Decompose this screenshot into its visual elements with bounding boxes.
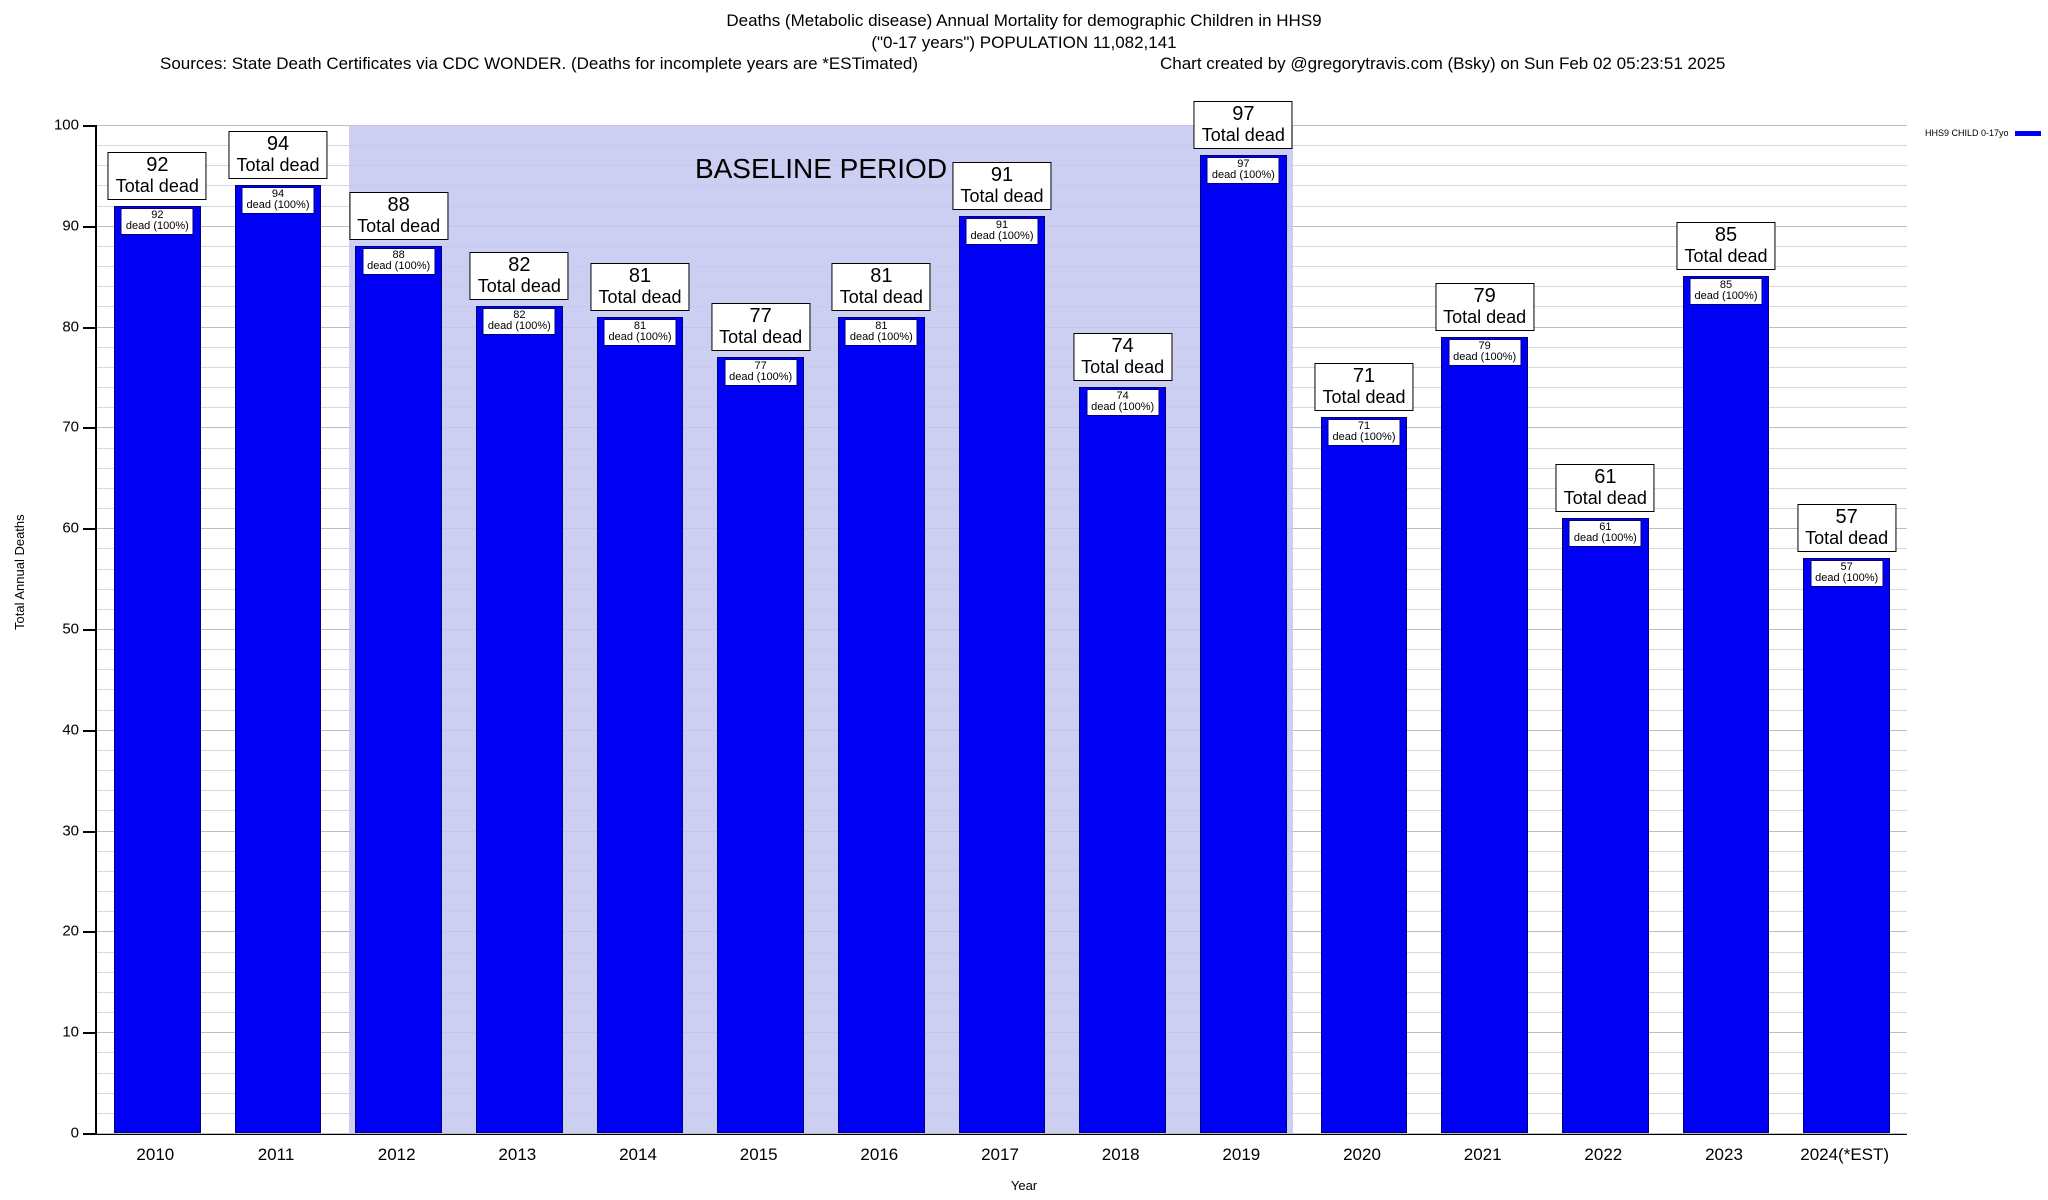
bar-inner-label-2014 (604, 319, 677, 346)
x-axis-tick-label-2021: 2021 (1463, 1145, 1502, 1164)
bar-2020[interactable] (1321, 417, 1408, 1133)
chart-subtitle-line (0, 54, 2048, 114)
y-axis-tick-label: 10 (62, 1023, 79, 1041)
bar-inner-label-2020 (1328, 419, 1401, 446)
bar-inner-value: 81 (875, 319, 888, 332)
x-axis-tick-label-2015: 2015 (739, 1145, 778, 1164)
bar-inner-label-2016 (845, 319, 918, 346)
bar-2013[interactable] (476, 306, 563, 1133)
bar-total-label-2019 (1194, 101, 1293, 149)
bar-inner-value: 74 (1116, 390, 1129, 403)
bar-inner-value: 79 (1478, 339, 1491, 352)
chart-plot-inner (97, 103, 1907, 1133)
bar-inner-label-2017 (966, 218, 1039, 245)
y-axis-tick-label: 60 (62, 519, 79, 537)
chart-plot-area (53, 103, 1907, 1142)
bar-inner-value: 71 (1357, 420, 1371, 433)
bar-total-label-2015 (711, 303, 810, 351)
bar-inner-label-2015 (724, 359, 797, 386)
bar-total-caption: Total dead (1684, 246, 1768, 267)
bar-total-caption: Total dead (960, 185, 1044, 206)
x-axis-tick-label-2018: 2018 (1101, 1145, 1140, 1164)
y-axis-tick-label: 70 (62, 418, 79, 436)
bar-total-caption: Total dead (1322, 387, 1406, 408)
bar-2014[interactable] (597, 317, 684, 1133)
bar-2012[interactable] (355, 246, 442, 1133)
bar-2021[interactable] (1441, 337, 1528, 1133)
bar-total-label-2020 (1314, 363, 1413, 411)
bar-inner-label-2022 (1569, 520, 1642, 547)
bar-inner-caption: dead (100%) (970, 229, 1034, 242)
bar-total-caption: Total dead (598, 286, 682, 307)
chart-title-block (0, 10, 2048, 54)
legend-label: HHS9 CHILD 0-17yo (1925, 128, 2009, 138)
bar-total-label-2021 (1435, 283, 1534, 331)
bar-inner-label-2018 (1086, 389, 1159, 416)
bar-inner-label-2023 (1690, 278, 1763, 305)
y-axis-tick (83, 629, 95, 631)
y-axis-tick-label: 40 (62, 721, 79, 739)
bar-total-value: 88 (387, 193, 410, 216)
bar-total-value: 74 (1111, 335, 1134, 358)
bar-inner-value: 61 (1599, 521, 1612, 534)
bar-total-caption: Total dead (839, 286, 923, 307)
bar-inner-caption: dead (100%) (487, 320, 551, 333)
x-axis-tick-label-2010: 2010 (136, 1145, 175, 1164)
x-axis-tick-label-2014: 2014 (619, 1145, 657, 1164)
bar-inner-value: 97 (1237, 158, 1250, 171)
bar-total-caption: Total dead (1805, 528, 1889, 549)
bar-2011[interactable] (235, 185, 322, 1133)
x-axis-tick-label-2012: 2012 (377, 1145, 416, 1164)
bar-inner-caption: dead (100%) (1573, 532, 1637, 545)
bar-2016[interactable] (838, 317, 925, 1133)
bar-total-value: 85 (1714, 224, 1738, 247)
y-axis-tick-label: 50 (62, 620, 79, 638)
bar-inner-label-2021 (1448, 339, 1521, 366)
sources-text: Sources: State Death Certificates via CDC WONDER. (Deaths for incomplete years are *ESTimated) (160, 54, 919, 73)
bar-total-value: 61 (1594, 466, 1617, 489)
y-axis-tick-label: 20 (62, 922, 79, 940)
x-axis-tick-label-2013: 2013 (498, 1145, 537, 1164)
y-axis-tick-label: 100 (53, 116, 79, 134)
bar-inner-caption: dead (100%) (246, 199, 310, 212)
bar-inner-value: 77 (754, 359, 767, 372)
bar-inner-value: 82 (513, 309, 526, 322)
bar-total-caption: Total dead (115, 175, 199, 196)
bar-inner-caption: dead (100%) (125, 219, 189, 232)
chart-title-line-2: ("0-17 years") POPULATION 11,082,141 (871, 33, 1177, 52)
bar-total-value: 92 (146, 153, 169, 176)
bar-2023[interactable] (1683, 276, 1770, 1133)
bar-inner-caption: dead (100%) (1694, 290, 1758, 303)
bar-inner-caption: dead (100%) (729, 370, 793, 383)
baseline-period-label: BASELINE PERIOD (694, 153, 948, 184)
credit-text: Chart created by @gregorytravis.com (Bsky) on Sun Feb 02 05:23:51 2025 (1160, 54, 1726, 73)
bar-total-value: 97 (1232, 103, 1255, 126)
bar-total-label-2018 (1073, 333, 1172, 381)
bar-inner-value: 88 (392, 248, 405, 261)
y-axis-tick-label: 0 (70, 1124, 79, 1142)
bar-total-label-2024(*EST) (1797, 504, 1896, 552)
y-axis-tick (83, 226, 95, 228)
bar-total-label-2023 (1676, 222, 1775, 270)
y-axis-tick (83, 730, 95, 732)
chart-legend (1925, 128, 2041, 138)
gridline (97, 1133, 1907, 1134)
bar-total-value: 57 (1835, 506, 1858, 529)
bar-total-value: 77 (749, 304, 772, 327)
bar-inner-caption: dead (100%) (1211, 169, 1275, 182)
bar-total-label-2017 (952, 162, 1051, 210)
bar-inner-label-2010 (121, 208, 194, 235)
x-axis-tick-label-2022: 2022 (1584, 1145, 1623, 1164)
legend-color-swatch (2015, 131, 2041, 136)
bar-inner-value: 85 (1719, 279, 1733, 292)
bar-total-caption: Total dead (236, 155, 320, 176)
bar-2019[interactable] (1200, 155, 1287, 1133)
bar-inner-caption: dead (100%) (367, 259, 431, 272)
bar-total-label-2013 (470, 252, 569, 300)
x-axis-tick-label-2017: 2017 (981, 1145, 1019, 1164)
bar-total-value: 94 (266, 133, 290, 156)
bar-inner-caption: dead (100%) (1332, 431, 1396, 444)
y-axis-tick (83, 528, 95, 530)
x-axis-tick-label-2019: 2019 (1222, 1145, 1261, 1164)
chart-title-line-1: Deaths (Metabolic disease) Annual Mortality for demographic Children in HHS9 (726, 11, 1322, 30)
bar-inner-label-2011 (242, 187, 315, 214)
bar-2024(*EST)[interactable] (1803, 558, 1890, 1133)
y-axis-tick (83, 931, 95, 933)
bar-total-label-2022 (1556, 464, 1655, 512)
x-axis-label: Year (1010, 1178, 1038, 1193)
bar-total-caption: Total dead (1201, 125, 1285, 146)
y-axis-tick (83, 327, 95, 329)
bar-total-label-2014 (590, 263, 689, 311)
bar-2022[interactable] (1562, 518, 1649, 1133)
bar-inner-caption: dead (100%) (608, 330, 672, 343)
bar-total-caption: Total dead (719, 326, 803, 347)
y-axis-tick-label: 30 (62, 822, 79, 840)
bar-inner-value: 92 (151, 208, 164, 221)
bar-total-label-2012 (349, 192, 448, 240)
bar-total-value: 79 (1473, 284, 1496, 307)
x-axis-tick-label-2024(*EST): 2024(*EST) (1800, 1145, 1890, 1164)
bar-total-value: 81 (628, 264, 652, 287)
y-axis-tick (83, 1032, 95, 1034)
bar-total-label-2010 (108, 152, 207, 200)
bar-inner-caption: dead (100%) (849, 330, 913, 343)
bar-2015[interactable] (717, 357, 804, 1133)
bar-inner-label-2012 (362, 248, 435, 275)
bar-total-value: 81 (870, 264, 893, 287)
bar-inner-label-2013 (483, 308, 556, 335)
bar-total-caption: Total dead (477, 276, 561, 297)
bar-total-caption: Total dead (1081, 357, 1165, 378)
bar-total-label-2016 (832, 263, 931, 311)
y-axis-label: Total Annual Deaths (12, 514, 27, 630)
bar-total-value: 91 (990, 163, 1014, 186)
y-axis-tick (83, 1133, 95, 1135)
bar-total-value: 71 (1352, 365, 1376, 388)
y-axis-tick (83, 125, 95, 127)
x-axis-tick-label-2011: 2011 (257, 1145, 295, 1164)
y-axis-tick-label: 80 (62, 318, 79, 336)
bar-inner-value: 57 (1840, 561, 1853, 574)
x-axis-tick-label-2020: 2020 (1343, 1145, 1381, 1164)
x-axis-tick-label-2016: 2016 (860, 1145, 899, 1164)
bar-inner-value: 91 (995, 218, 1009, 231)
bar-inner-value: 94 (271, 188, 285, 201)
bar-total-value: 82 (508, 254, 531, 277)
bar-total-caption: Total dead (357, 215, 441, 236)
bar-inner-caption: dead (100%) (1815, 572, 1879, 585)
y-axis-tick (83, 831, 95, 833)
bar-total-caption: Total dead (1443, 306, 1527, 327)
bar-inner-caption: dead (100%) (1091, 401, 1155, 414)
bar-inner-caption: dead (100%) (1453, 350, 1517, 363)
bar-inner-value: 81 (633, 319, 647, 332)
y-axis-tick (83, 427, 95, 429)
x-axis-tick-label-2023: 2023 (1705, 1145, 1743, 1164)
bar-total-label-2011 (228, 131, 327, 179)
bar-2018[interactable] (1079, 387, 1166, 1133)
bar-2010[interactable] (114, 206, 201, 1133)
y-axis-tick-label: 90 (62, 217, 79, 235)
bar-inner-label-2019 (1207, 157, 1280, 184)
bar-total-caption: Total dead (1563, 488, 1647, 509)
bar-inner-label-2024(*EST) (1810, 560, 1883, 587)
bar-2017[interactable] (959, 216, 1046, 1133)
